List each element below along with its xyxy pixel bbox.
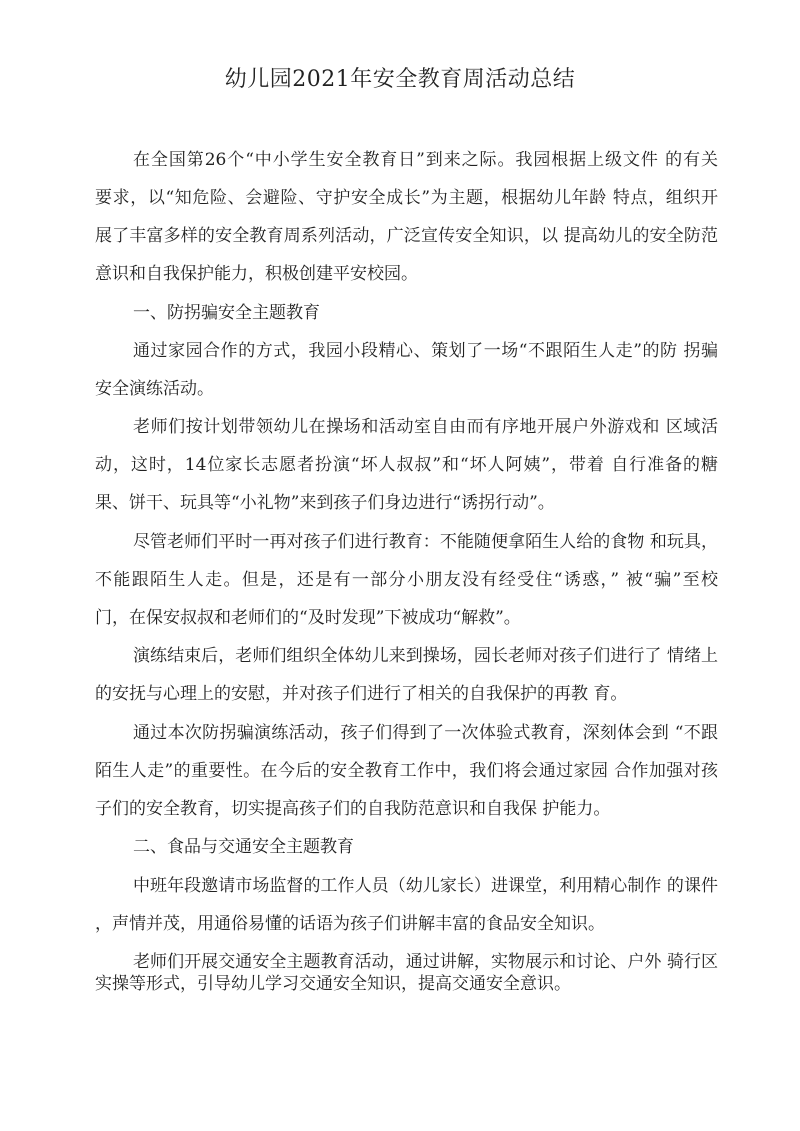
- text-line: 子们的安全教育，切实提高孩子们的自我防范意识和自我保 护能力。: [95, 799, 611, 819]
- section-heading: 二、食品与交通安全主题教育: [133, 837, 354, 857]
- text-line: 通过本次防拐骗演练活动，孩子们得到了一次体验式教育，深刻体会到 “不跟: [133, 723, 718, 743]
- text-line: 陌生人走”的重要性。在今后的安全教育工作中，我们将会通过家园 合作加强对孩: [95, 761, 718, 781]
- text-line: 在全国第26个“中小学生安全教育日”到来之际。我园根据上级文件 的有关: [133, 150, 718, 170]
- text-line: 展了丰富多样的安全教育周系列活动，广泛宣传安全知识，以 提高幼儿的安全防范: [95, 226, 718, 246]
- text-line: 安全演练活动。: [95, 379, 214, 399]
- text-line: ，声情并茂，用通俗易懂的话语为孩子们讲解丰富的食品安全知识。: [95, 914, 605, 934]
- text-line: 的安抚与心理上的安慰，并对孩子们进行了相关的自我保护的再教 育。: [95, 684, 628, 704]
- text-line: 老师们按计划带领幼儿在操场和活动室自由而有序地开展户外游戏和 区域活: [133, 417, 718, 437]
- text-line: 意识和自我保护能力，积极创建平安校园。: [95, 264, 418, 284]
- text-line: 果、饼干、玩具等“小礼物”来到孩子们身边进行“诱拐行动”。: [95, 493, 555, 513]
- section-heading: 一、防拐骗安全主题教育: [133, 303, 320, 323]
- text-line: 不能跟陌生人走。但是，还是有一部分小朋友没有经受住“诱惑，” 被“骗”至校: [95, 570, 718, 590]
- text-line: 尽管老师们平时一再对孩子们进行教育：不能随便拿陌生人给的食物 和玩具，: [133, 532, 718, 552]
- text-line: 中班年段邀请市场监督的工作人员（幼儿家长）进课堂，利用精心制作 的课件: [133, 876, 718, 896]
- document-title: 幼儿园2021年安全教育周活动总结: [224, 67, 576, 92]
- text-line: 演练结束后，老师们组织全体幼儿来到操场，园长老师对孩子们进行了 情绪上: [133, 646, 718, 666]
- text-line: 动，这时，14位家长志愿者扮演“坏人叔叔”和“坏人阿姨”，带着 自行准备的糖: [95, 455, 718, 475]
- text-line: 实操等形式，引导幼儿学习交通安全知识，提高交通安全意识。: [95, 974, 571, 994]
- text-line: 门，在保安叔叔和老师们的“及时发现”下被成功“解救”。: [95, 608, 521, 628]
- text-line: 通过家园合作的方式，我园小段精心、策划了一场“不跟陌生人走”的防 拐骗: [133, 341, 718, 361]
- text-line: 要求，以“知危险、会避险、守护安全成长”为主题，根据幼儿年龄 特点，组织开: [95, 188, 718, 208]
- text-line: 老师们开展交通安全主题教育活动，通过讲解，实物展示和讨论、户外 骑行区: [133, 952, 718, 972]
